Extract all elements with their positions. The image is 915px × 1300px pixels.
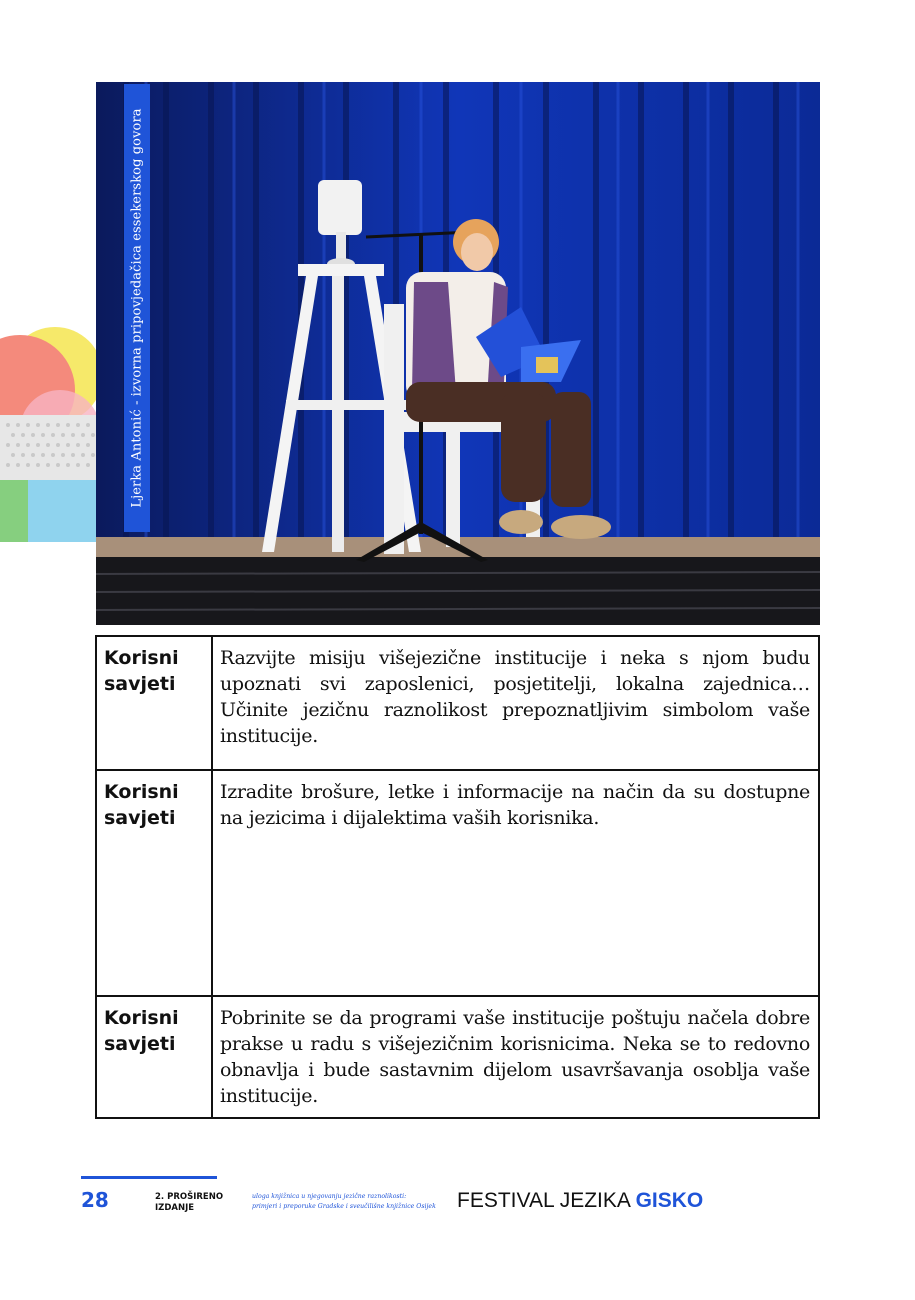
tip-label: Korisni savjeti: [96, 996, 212, 1118]
table-row: [96, 636, 819, 770]
tip-label: Korisni savjeti: [96, 636, 212, 770]
brand-accent: GISKO: [635, 1189, 704, 1212]
tagline-line: uloga knjižnica u njegovanju jezične raznolikosti:: [252, 1193, 407, 1200]
edition-label: [155, 1192, 223, 1214]
tips-table: [95, 635, 820, 1119]
tip-text: Pobrinite se da programi vaše institucije poštuju načela dobre prakse u radu s višejezičnim korisnicima. Neka se to redovno obnavlja i bude sastavnim dijelom usavršavanja osoblja vaše institucije.: [212, 996, 819, 1118]
edition-line: IZDANJE: [155, 1203, 195, 1213]
page-number: 28: [81, 1188, 109, 1212]
footer-rule: [81, 1176, 217, 1179]
tip-text: Razvijte misiju višejezične institucije i neka s njom budu upoznati svi zaposlenici, posjetitelji, lokalna zajednica… Učinite jezičnu raznolikost prepoznatljivim simbolom vaše institucije.: [212, 636, 819, 770]
decorative-shape: [0, 320, 100, 550]
table-row: [96, 770, 819, 996]
photo-caption: Ljerka Antonić - izvorna pripovjedačica essekerskog govora: [129, 108, 145, 508]
tip-text: Izradite brošure, letke i informacije na način da su dostupne na jezicima i dijalektima vaših korisnika.: [212, 770, 819, 996]
footer-brand: [457, 1189, 703, 1213]
edition-line: 2. PROŠIRENO: [155, 1192, 224, 1202]
tagline-line: primjeri i preporuke Gradske i sveučilišne knjižnice Osijek: [252, 1203, 436, 1210]
footer-tagline: [252, 1192, 436, 1212]
brand-main: FESTIVAL JEZIKA: [457, 1189, 630, 1212]
tip-label: Korisni savjeti: [96, 770, 212, 996]
stage-photo: [96, 82, 820, 625]
table-row: [96, 996, 819, 1118]
